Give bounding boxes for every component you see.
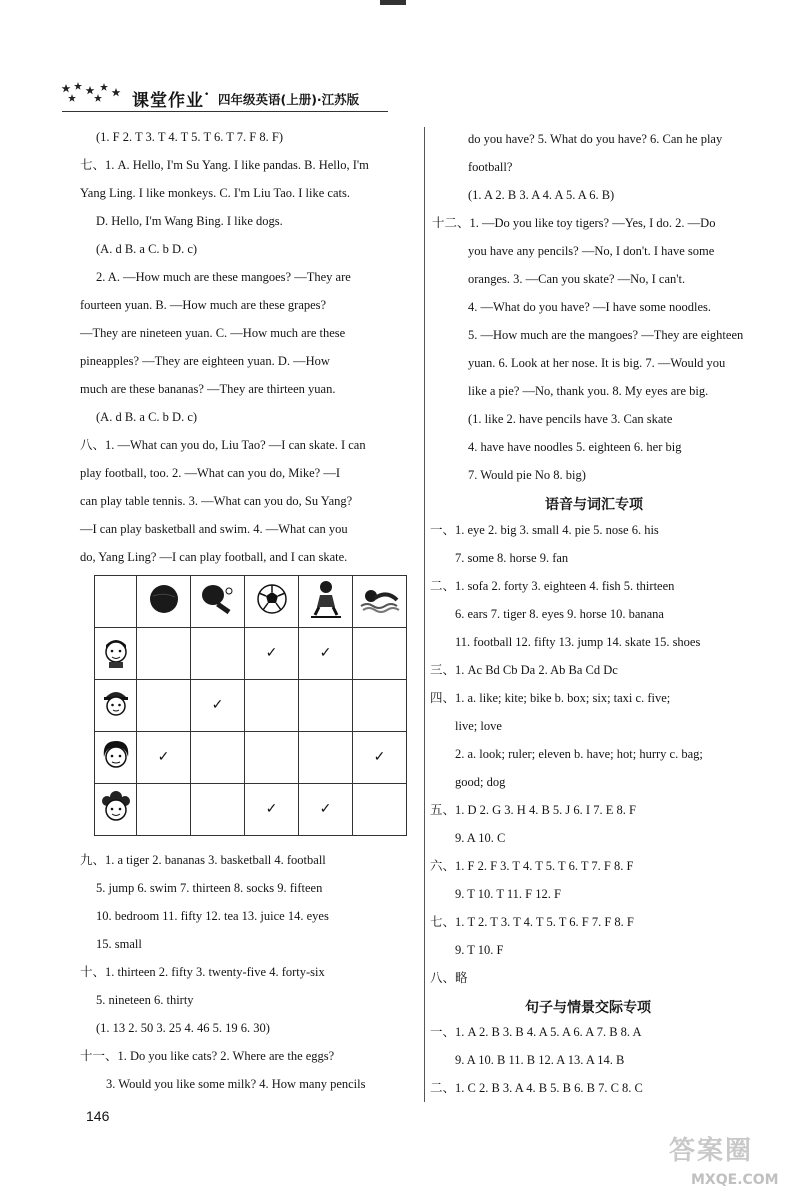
answer-line: 五、1. D 2. G 3. H 4. B 5. J 6. I 7. E 8. F xyxy=(430,803,636,817)
girl-curly-face-icon xyxy=(99,789,133,825)
ability-table xyxy=(94,575,407,836)
answer-line: much are these bananas? —They are thirteen yuan. xyxy=(80,382,336,396)
stars-icon xyxy=(60,80,126,106)
header-separator: · xyxy=(204,86,210,103)
header-title: 课堂作业 xyxy=(132,91,204,111)
answer-line: you have any pencils? —No, I don't. I have some xyxy=(468,244,715,258)
answer-line: 9. A 10. B 11. B 12. A 13. A 14. B xyxy=(455,1053,625,1067)
answer-line: 6. ears 7. tiger 8. eyes 9. horse 10. banana xyxy=(455,607,664,621)
table-cell xyxy=(137,784,191,836)
table-cell: ✓ xyxy=(137,732,191,784)
skater-icon xyxy=(309,579,343,619)
table-row xyxy=(95,732,407,784)
answer-line: yuan. 6. Look at her nose. It is big. 7. —Would you xyxy=(468,356,726,370)
header-rule xyxy=(62,111,388,112)
answer-line: good; dog xyxy=(455,775,506,789)
table-cell xyxy=(191,732,245,784)
girl-face-icon xyxy=(99,737,133,773)
table-row xyxy=(95,628,407,680)
table-cell xyxy=(353,784,407,836)
table-cell xyxy=(191,628,245,680)
answer-line: 9. T 10. F xyxy=(455,943,504,957)
answer-line: 4. —What do you have? —I have some noodles. xyxy=(468,300,711,314)
swimmer-icon xyxy=(359,584,401,614)
answer-line: do you have? 5. What do you have? 6. Can he play xyxy=(468,132,723,146)
table-column-head xyxy=(137,576,191,628)
table-cell xyxy=(137,680,191,732)
answer-line: 三、1. Ac Bd Cb Da 2. Ab Ba Cd Dc xyxy=(430,663,618,677)
table-row xyxy=(95,784,407,836)
table-cell: ✓ xyxy=(245,784,299,836)
watermark-url: MXQE.COM xyxy=(691,1172,779,1188)
column-divider xyxy=(424,127,425,1102)
table-row xyxy=(95,680,407,732)
answer-line: (1. like 2. have pencils have 3. Can skate xyxy=(468,412,673,426)
table-row-head xyxy=(95,784,137,836)
answer-line: (A. d B. a C. b D. c) xyxy=(96,410,198,424)
table-column-head xyxy=(299,576,353,628)
table-row-head xyxy=(95,732,137,784)
watermark-text: 答案圈 xyxy=(669,1136,754,1166)
answer-line: 3. Would you like some milk? 4. How many pencils xyxy=(106,1077,366,1091)
table-row-head xyxy=(95,680,137,732)
answer-line: 10. bedroom 11. fifty 12. tea 13. juice 14. eyes xyxy=(96,909,329,923)
answer-line: fourteen yuan. B. —How much are these grapes? xyxy=(80,298,327,312)
table-tennis-icon xyxy=(199,582,237,616)
answer-line: 9. T 10. T 11. F 12. F xyxy=(455,887,561,901)
table-column-head xyxy=(245,576,299,628)
table-cell xyxy=(353,680,407,732)
boy-cap-face-icon xyxy=(99,685,133,721)
table-cell: ✓ xyxy=(299,628,353,680)
answer-line: oranges. 3. —Can you skate? —No, I can't. xyxy=(468,272,686,286)
table-column-head xyxy=(353,576,407,628)
answer-line: (1. F 2. T 3. T 4. T 5. T 6. T 7. F 8. F) xyxy=(96,130,283,144)
answer-line: 十二、1. —Do you like toy tigers? —Yes, I do. 2. —Do xyxy=(432,216,716,230)
answer-line: D. Hello, I'm Wang Bing. I like dogs. xyxy=(96,214,283,228)
answer-line: (A. d B. a C. b D. c) xyxy=(96,242,198,256)
table-corner xyxy=(95,576,137,628)
boy-face-icon xyxy=(99,633,133,669)
table-cell xyxy=(299,732,353,784)
answer-line: 八、略 xyxy=(430,971,468,985)
answer-line: 一、1. eye 2. big 3. small 4. pie 5. nose 6. his xyxy=(430,523,659,537)
top-mark xyxy=(380,0,406,5)
answer-line: (1. 13 2. 50 3. 25 4. 46 5. 19 6. 30) xyxy=(96,1021,270,1035)
ball-icon xyxy=(147,582,181,616)
answer-line: 六、1. F 2. F 3. T 4. T 5. T 6. T 7. F 8. F xyxy=(430,859,634,873)
table-cell: ✓ xyxy=(245,628,299,680)
answer-line: live; love xyxy=(455,719,502,733)
answer-line: pineapples? —They are eighteen yuan. D. —How xyxy=(80,354,330,368)
answer-line: 一、1. A 2. B 3. B 4. A 5. A 6. A 7. B 8. A xyxy=(430,1025,642,1039)
answer-line: 四、1. a. like; kite; bike b. box; six; taxi c. five; xyxy=(430,691,671,705)
answer-line: —I can play basketball and swim. 4. —What can you xyxy=(80,522,348,536)
answer-line: 7. some 8. horse 9. fan xyxy=(455,551,569,565)
answer-line: Yang Ling. I like monkeys. C. I'm Liu Tao. I like cats. xyxy=(80,186,350,200)
table-cell xyxy=(299,680,353,732)
answer-line: can play table tennis. 3. —What can you do, Su Yang? xyxy=(80,494,353,508)
answer-line: 二、1. sofa 2. forty 3. eighteen 4. fish 5. thirteen xyxy=(430,579,675,593)
section-heading-sentences: 句子与情景交际专项 xyxy=(525,1000,651,1016)
answer-line: 9. A 10. C xyxy=(455,831,506,845)
table-row-head xyxy=(95,628,137,680)
table-cell xyxy=(353,628,407,680)
answer-line: 15. small xyxy=(96,937,142,951)
table-cell xyxy=(245,680,299,732)
table-cell: ✓ xyxy=(353,732,407,784)
answer-line: 九、1. a tiger 2. bananas 3. basketball 4. football xyxy=(80,853,326,867)
watermark xyxy=(651,1126,801,1196)
answer-line: do, Yang Ling? —I can play football, and I can skate. xyxy=(80,550,348,564)
answer-line: football? xyxy=(468,160,513,174)
answer-line: like a pie? —No, thank you. 8. My eyes are big. xyxy=(468,384,709,398)
answer-line: 7. Would pie No 8. big) xyxy=(468,468,586,482)
answer-line: 二、1. C 2. B 3. A 4. B 5. B 6. B 7. C 8. C xyxy=(430,1081,643,1095)
answer-line: play football, too. 2. —What can you do, Mike? —I xyxy=(80,466,341,480)
answer-line: 八、1. —What can you do, Liu Tao? —I can skate. I can xyxy=(80,438,366,452)
answer-line: —They are nineteen yuan. C. —How much are these xyxy=(80,326,346,340)
table-cell: ✓ xyxy=(299,784,353,836)
table-cell xyxy=(137,628,191,680)
table-cell xyxy=(245,732,299,784)
answer-line: 11. football 12. fifty 13. jump 14. skate 15. shoes xyxy=(455,635,701,649)
table-column-head xyxy=(191,576,245,628)
section-heading-phonics: 语音与词汇专项 xyxy=(545,497,643,513)
answer-line: 5. nineteen 6. thirty xyxy=(96,993,194,1007)
table-cell: ✓ xyxy=(191,680,245,732)
answer-line: 4. have have noodles 5. eighteen 6. her big xyxy=(468,440,682,454)
answer-line: 2. a. look; ruler; eleven b. have; hot; hurry c. bag; xyxy=(455,747,703,761)
answer-line: 十、1. thirteen 2. fifty 3. twenty-five 4. forty-six xyxy=(80,965,325,979)
header-subtitle: 四年级英语(上册)·江苏版 xyxy=(218,92,360,107)
answer-line: (1. A 2. B 3. A 4. A 5. A 6. B) xyxy=(468,188,615,202)
answer-line: 七、1. T 2. T 3. T 4. T 5. T 6. F 7. F 8. F xyxy=(430,915,634,929)
table-header-row xyxy=(95,576,407,628)
answer-line: 5. jump 6. swim 7. thirteen 8. socks 9. fifteen xyxy=(96,881,323,895)
answer-line: 十一、1. Do you like cats? 2. Where are the eggs? xyxy=(80,1049,335,1063)
page-number: 146 xyxy=(86,1108,110,1124)
answer-line: 5. —How much are the mangoes? —They are eighteen xyxy=(468,328,744,342)
football-icon xyxy=(255,582,289,616)
table-cell xyxy=(191,784,245,836)
answer-line: 七、1. A. Hello, I'm Su Yang. I like pandas. B. Hello, I'm xyxy=(80,158,369,172)
answer-line: 2. A. —How much are these mangoes? —They are xyxy=(96,270,351,284)
